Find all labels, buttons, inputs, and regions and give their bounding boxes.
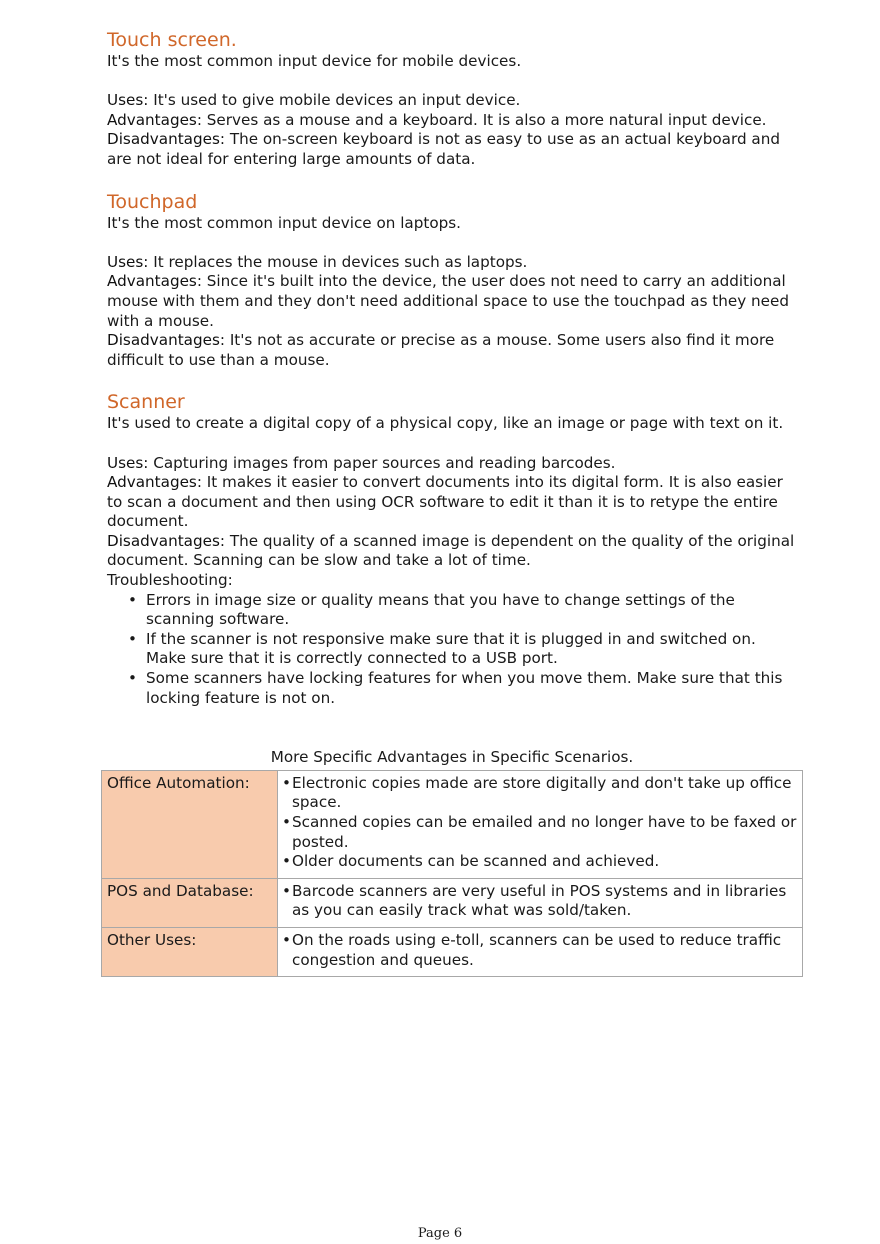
uses-paragraph xyxy=(107,454,797,474)
table-row xyxy=(102,770,803,878)
page-number: Page 6 xyxy=(417,1226,463,1241)
advantages-table xyxy=(101,770,803,977)
uses-text: Capturing images from paper sources and reading barcodes. xyxy=(153,453,616,472)
section-title: Touchpad xyxy=(107,190,198,213)
advantages-text: It makes it easier to convert documents into its digital form. It is also easier to scan a document and then using OCR software to edit it than it is to retype the entire document. xyxy=(107,473,783,531)
disadvantages-label: Disadvantages: xyxy=(107,130,225,149)
list-item: • Some scanners have locking features for when you move them. Make sure that this locking feature is not on. xyxy=(146,669,797,708)
uses-label: Uses: xyxy=(107,252,149,271)
row-content xyxy=(278,770,803,878)
troubleshooting-label: Troubleshooting: xyxy=(107,571,233,590)
disadvantages-text: The quality of a scanned image is dependent on the quality of the original document. Scanning can be slow and take a lot of time. xyxy=(107,531,795,570)
disadvantages-paragraph xyxy=(107,130,797,169)
section-touch-screen xyxy=(107,28,797,170)
advantages-paragraph xyxy=(107,473,797,532)
row-header: Other Uses: xyxy=(102,927,278,976)
advantages-text: Serves as a mouse and a keyboard. It is also a more natural input device. xyxy=(206,110,767,129)
list-item: • On the roads using e-toll, scanners can be used to reduce traffic congestion and queues. xyxy=(282,931,799,970)
row-content xyxy=(278,878,803,927)
list-item: • Electronic copies made are store digitally and don't take up office space. xyxy=(282,774,799,813)
table-row xyxy=(102,878,803,927)
troubleshooting-list xyxy=(107,591,797,709)
list-item: • Scanned copies can be emailed and no longer have to be faxed or posted. xyxy=(282,813,799,852)
table-caption: More Specific Advantages in Specific Scenarios. xyxy=(270,748,634,767)
list-item: • Barcode scanners are very useful in POS systems and in libraries as you can easily track what was sold/taken. xyxy=(282,882,799,921)
section-title: Touch screen. xyxy=(107,29,237,51)
advantages-paragraph xyxy=(107,111,797,131)
uses-text: It replaces the mouse in devices such as laptops. xyxy=(153,252,528,271)
row-header: POS and Database: xyxy=(102,878,278,927)
row-content xyxy=(278,927,803,976)
row-header: Office Automation: xyxy=(102,770,278,878)
disadvantages-paragraph xyxy=(107,331,797,370)
section-scanner xyxy=(107,390,797,708)
disadvantages-text: It's not as accurate or precise as a mouse. Some users also find it more difficult to use than a mouse. xyxy=(107,331,775,369)
document-page xyxy=(107,28,797,977)
advantages-paragraph xyxy=(107,272,797,331)
section-title: Scanner xyxy=(107,391,185,414)
advantages-text: Since it's built into the device, the user does not need to carry an additional mouse with them and they don't need additional space to use the touchpad as they need with a mouse. xyxy=(107,272,790,330)
uses-label: Uses: xyxy=(107,453,149,472)
advantages-label: Advantages: xyxy=(107,272,202,291)
advantages-label: Advantages: xyxy=(107,473,202,492)
advantages-label: Advantages: xyxy=(107,110,202,129)
uses-paragraph xyxy=(107,253,797,273)
disadvantages-label: Disadvantages: xyxy=(107,531,225,550)
table-row xyxy=(102,927,803,976)
section-touchpad xyxy=(107,190,797,371)
list-item: • Older documents can be scanned and achieved. xyxy=(282,852,799,872)
disadvantages-text: The on-screen keyboard is not as easy to use as an actual keyboard and are not ideal for entering large amounts of data. xyxy=(107,130,780,168)
section-intro: It's the most common input device on laptops. xyxy=(107,213,462,232)
uses-paragraph xyxy=(107,91,797,111)
uses-label: Uses: xyxy=(107,91,149,110)
list-item: • If the scanner is not responsive make sure that it is plugged in and switched on. Make sure that it is correctly connected to a USB port. xyxy=(146,630,797,669)
list-item: • Errors in image size or quality means that you have to change settings of the scanning software. xyxy=(146,591,797,630)
section-intro: It's the most common input device for mobile devices. xyxy=(107,52,522,70)
uses-text: It's used to give mobile devices an input device. xyxy=(153,91,521,110)
disadvantages-label: Disadvantages: xyxy=(107,331,225,350)
disadvantages-paragraph xyxy=(107,532,797,571)
section-intro: It's used to create a digital copy of a physical copy, like an image or page with text on it. xyxy=(107,414,784,433)
